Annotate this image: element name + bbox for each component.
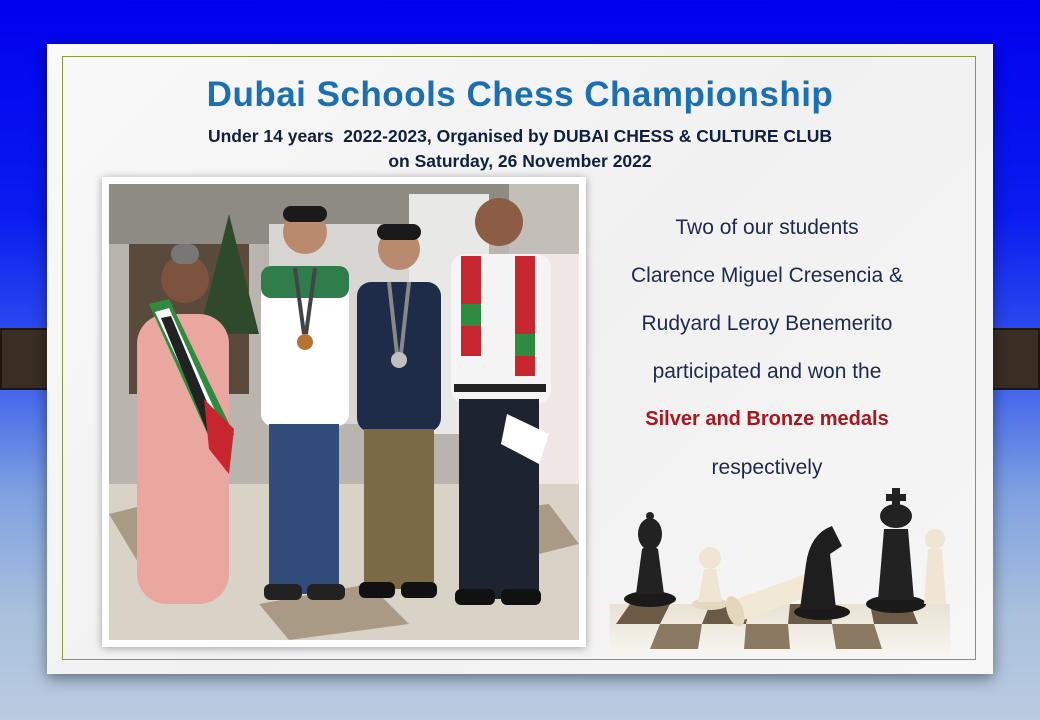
- medals-highlight: Silver and Bronze medals: [645, 408, 889, 430]
- subtitle-line-1: Under 14 years 2022-2023, Organised by DUBAI CHESS & CULTURE CLUB: [207, 126, 833, 146]
- message-line-4: participated and won the: [652, 360, 882, 383]
- message-line-1: Two of our students: [675, 216, 859, 239]
- message-line-3: Rudyard Leroy Benemerito: [641, 312, 893, 335]
- page-title: Dubai Schools Chess Championship: [206, 75, 834, 114]
- subtitle-line-2: on Saturday, 26 November 2022: [388, 151, 652, 171]
- poster-card: [47, 44, 993, 674]
- group-photo: [102, 177, 586, 647]
- chess-pieces-icon: [610, 454, 950, 654]
- message-line-2: Clarence Miguel Cresencia &: [631, 264, 903, 287]
- message-line-6: respectively: [711, 456, 823, 479]
